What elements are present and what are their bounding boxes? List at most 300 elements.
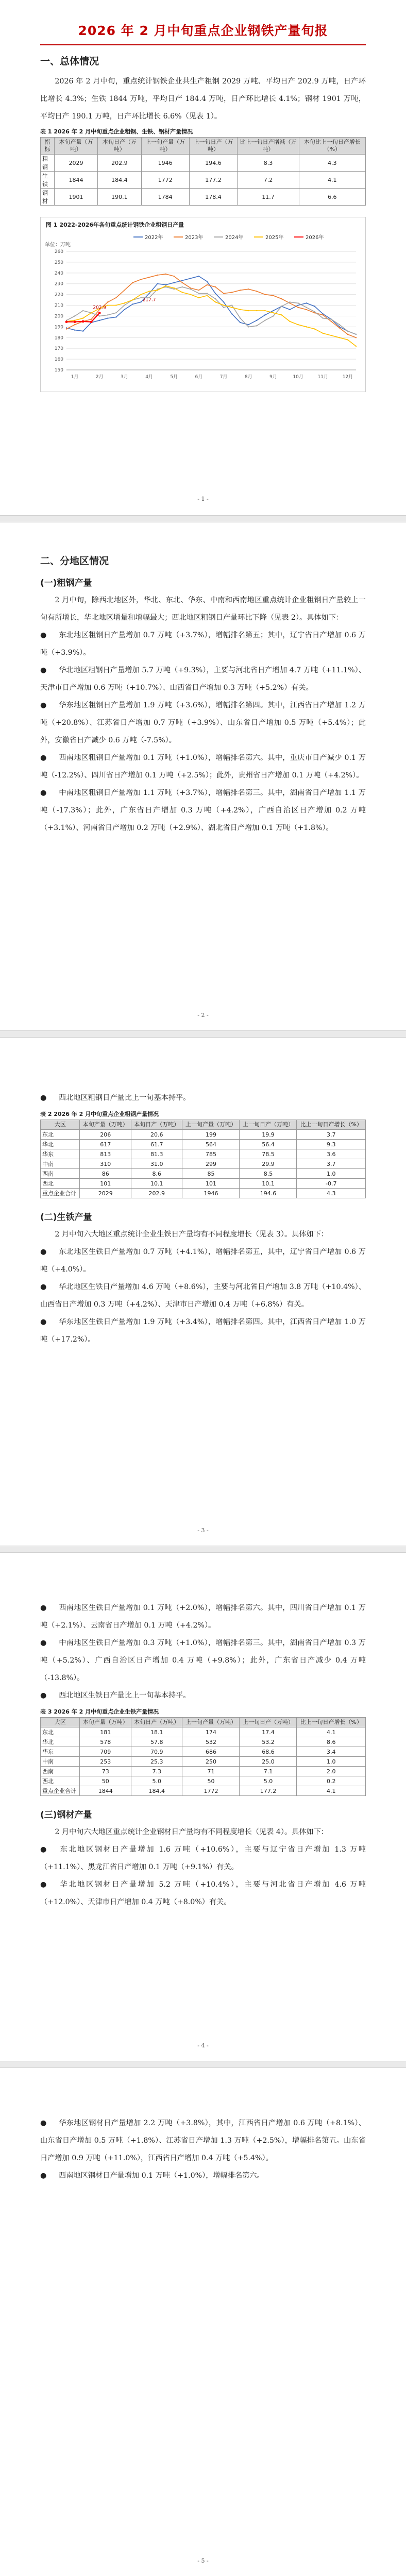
data-point — [157, 290, 158, 291]
table-cell: 181 — [80, 1727, 131, 1737]
table-cell: 101 — [182, 1179, 240, 1189]
steel-products-heading: (三)钢材产量 — [40, 1810, 92, 1820]
table-row — [41, 1757, 366, 1767]
table-cell: 6.6 — [299, 189, 365, 206]
data-point — [331, 321, 332, 322]
y-tick-label: 210 — [54, 303, 63, 309]
table-cell: 2.0 — [297, 1767, 366, 1776]
table-cell: 299 — [182, 1159, 240, 1169]
table-header-cell: 大区 — [41, 1718, 80, 1727]
data-point — [240, 322, 241, 323]
data-point — [115, 297, 116, 298]
table-cell: 29.9 — [240, 1159, 297, 1169]
table-cell: 西北 — [41, 1776, 80, 1786]
data-point — [289, 301, 290, 302]
data-point — [281, 306, 282, 307]
table-cell: 1946 — [182, 1189, 240, 1198]
table-cell: 东北 — [41, 1130, 80, 1140]
data-point — [273, 310, 274, 311]
list-item: ● 华北地区粗钢日产量增加 5.7 万吨（+9.3%），主要与河北省日产增加 4.7 万吨（+11.1%）、天津市日产增加 0.6 万吨（+10.7%）、山西省日产增加 0.3 万吨（+5.2%）有关。 — [40, 662, 366, 697]
data-point — [148, 291, 149, 292]
table-cell: 184.4 — [131, 1786, 182, 1796]
list-item: ● 中南地区粗钢日产量增加 1.1 万吨（+3.7%），增幅排名第三。其中，湖南省日产增加 1.1 万吨（-17.3%）；此外，广东省日产增加 0.3 万吨（+4.2%），广西自治区日产增加 0.2 万吨（+3.1%）、河南省日产增加 0.2 万吨（+2.9%）、湖北省日产增加 0.1 万吨（+1.8%）。 — [40, 784, 366, 837]
table-cell: 1901 — [54, 189, 97, 206]
data-point — [323, 333, 324, 334]
table-header-cell: 指标 — [41, 138, 55, 155]
data-point — [174, 276, 175, 277]
table-cell: 25.3 — [131, 1757, 182, 1767]
table-cell: 10.1 — [131, 1179, 182, 1189]
data-point — [207, 284, 208, 285]
table-cell: 11.7 — [238, 189, 299, 206]
data-point — [356, 334, 357, 335]
table-cell: 8.5 — [240, 1169, 297, 1179]
legend-label: 2023年 — [185, 235, 204, 241]
data-point — [231, 304, 232, 306]
table-cell: 709 — [80, 1747, 131, 1757]
table-header-cell: 比上一旬日产增长（%） — [297, 1120, 366, 1130]
data-point — [148, 293, 149, 294]
data-point — [248, 310, 249, 311]
bullet-icon: ● — [40, 1880, 47, 1889]
table-header-cell: 上一旬产量（万吨） — [182, 1120, 240, 1130]
data-point — [140, 279, 141, 280]
data-point — [132, 282, 133, 283]
data-point — [356, 337, 357, 338]
x-tick-label: 11月 — [317, 375, 328, 380]
summary-paragraph: 2026 年 2 月中旬，重点统计钢铁企业共生产粗钢 2029 万吨、平均日产 202.9 万吨，日产环比增长 4.3%；生铁 1844 万吨，平均日产 184.4 万吨，日产环比增长 4.1%；钢材 1901 万吨，平均日产 190.1 万吨，日产环比增长 6.6%（见表 1）。 — [40, 77, 366, 121]
table-row — [41, 1727, 366, 1737]
table-cell: 2029 — [54, 155, 97, 172]
table-cell: 重点企业合计 — [41, 1786, 80, 1796]
data-point — [297, 302, 298, 303]
page-4 — [0, 1553, 406, 2061]
data-point — [306, 326, 307, 327]
crude-intro-paragraph: 2 月中旬，除西北地区外，华北、东北、华东、中南和西南地区重点统计企业粗钢日产量较上一旬有所增长，华北地区增量和增幅最大；西北地区粗钢日产量环比下降（见表 2）。具体如下： — [40, 596, 366, 622]
data-point — [264, 294, 265, 295]
data-point — [256, 291, 257, 292]
bullet-icon: ● — [40, 1248, 47, 1256]
table-row — [41, 1179, 366, 1189]
data-point — [157, 275, 158, 276]
table-cell: 华东 — [41, 1747, 80, 1757]
data-point — [124, 290, 125, 291]
table-header-cell: 本旬产量（万吨） — [80, 1718, 131, 1727]
table-cell: 206 — [80, 1130, 131, 1140]
bullet-icon: ● — [40, 1318, 47, 1326]
table-cell: 5.0 — [131, 1776, 182, 1786]
table-cell: 5.0 — [240, 1776, 297, 1786]
table-header-cell: 比上一旬日产增减（万吨） — [238, 138, 299, 155]
bullet-icon: ● — [40, 1094, 47, 1102]
table-cell: 西南 — [41, 1767, 80, 1776]
steel-region-list — [40, 1841, 366, 1911]
data-point — [231, 292, 232, 293]
data-point — [323, 313, 324, 314]
data-point — [215, 301, 216, 302]
data-point — [107, 317, 108, 318]
table-header-cell: 上一旬产量（万吨） — [141, 138, 189, 155]
data-point — [182, 280, 183, 281]
table-cell: 53.2 — [240, 1737, 297, 1747]
table-cell: 西南 — [41, 1169, 80, 1179]
table-cell: 70.9 — [131, 1747, 182, 1757]
table-cell: 686 — [182, 1747, 240, 1757]
y-tick-label: 230 — [54, 281, 63, 287]
data-point — [223, 304, 224, 306]
list-item: ● 西南地区生铁日产量增加 0.1 万吨（+2.0%），增幅排名第六。其中，四川省日产增加 0.1 万吨（+2.1%）、云南省日产增加 0.1 万吨（+4.2%）。 — [40, 1599, 366, 1634]
data-point — [339, 327, 340, 328]
chart1-svg — [41, 231, 365, 391]
data-point — [215, 293, 216, 294]
data-point — [339, 337, 340, 338]
table-cell: 71 — [182, 1767, 240, 1776]
y-tick-label: 250 — [54, 260, 63, 265]
table-header-cell: 上一旬产量（万吨） — [182, 1718, 240, 1727]
table-cell: 3.7 — [297, 1130, 366, 1140]
table-cell: 1.0 — [297, 1757, 366, 1767]
page-number-2: - 2 - — [197, 1012, 209, 1019]
table-row — [41, 1189, 366, 1198]
data-point — [289, 321, 290, 322]
data-point — [223, 301, 224, 302]
data-point — [207, 295, 208, 296]
table-cell: 4.1 — [297, 1786, 366, 1796]
data-point — [107, 304, 108, 306]
bullet-icon: ● — [40, 2119, 47, 2127]
table-header-cell: 上一旬日产（万吨） — [189, 138, 238, 155]
list-item: ● 中南地区生铁日产量增加 0.3 万吨（+1.0%），增幅排名第三。其中，湖南省日产增加 0.3 万吨（+5.2%）、广西自治区日产增加 0.4 万吨（+9.8%）；此外，广东省日产减少 0.4 万吨（-13.8%）。 — [40, 1634, 366, 1687]
data-point — [248, 289, 249, 290]
table-cell: 1784 — [141, 189, 189, 206]
data-point — [140, 297, 141, 298]
table-cell: 4.1 — [299, 172, 365, 189]
data-point — [132, 303, 133, 304]
y-axis-label: 单位：万吨 — [45, 242, 71, 248]
bullet-icon: ● — [40, 2172, 47, 2180]
data-point — [140, 301, 141, 302]
table-header-cell: 本旬日产（万吨） — [98, 138, 142, 155]
crude-steel-heading: (一)粗钢产量 — [40, 578, 92, 588]
data-point — [215, 298, 216, 299]
table-cell: 9.3 — [297, 1140, 366, 1149]
table-cell: 61.7 — [131, 1140, 182, 1149]
table3 — [40, 1717, 366, 1796]
table-row — [41, 1130, 366, 1140]
data-point — [339, 324, 340, 325]
data-point — [140, 294, 141, 295]
table-cell: 184.4 — [98, 172, 142, 189]
y-tick-label: 200 — [54, 314, 63, 319]
table-cell: 253 — [80, 1757, 131, 1767]
table-cell: -0.7 — [297, 1179, 366, 1189]
data-point — [240, 290, 241, 291]
data-point — [256, 320, 257, 321]
data-point — [264, 314, 265, 315]
data-point — [198, 276, 199, 277]
data-point — [98, 312, 101, 314]
table-cell: 78.5 — [240, 1149, 297, 1159]
table2-caption: 表 2 2026 年 2 月中旬重点企业粗钢产量情况 — [40, 1111, 159, 1117]
table-cell: 8.3 — [238, 155, 299, 172]
x-tick-label: 7月 — [219, 375, 228, 380]
data-point — [207, 293, 208, 294]
data-point — [347, 339, 348, 340]
table-cell: 564 — [182, 1140, 240, 1149]
x-tick-label: 9月 — [269, 375, 277, 380]
table-cell: 华东 — [41, 1149, 80, 1159]
table-cell: 7.2 — [238, 172, 299, 189]
data-point — [124, 304, 125, 306]
data-point — [256, 310, 257, 311]
page-separator — [0, 515, 406, 522]
data-point — [331, 335, 332, 336]
table1-caption: 表 1 2026 年 2 月中旬重点企业粗钢、生铁、钢材产量情况 — [40, 128, 193, 135]
table-row — [41, 1159, 366, 1169]
bullet-icon: ● — [40, 754, 47, 762]
data-point — [148, 277, 149, 278]
table-cell: 4.3 — [299, 155, 365, 172]
x-tick-label: 5月 — [170, 375, 178, 380]
data-point — [91, 312, 92, 313]
data-point — [248, 326, 249, 327]
data-point — [231, 307, 232, 308]
data-point — [306, 309, 307, 310]
data-point — [74, 315, 75, 316]
table-header-cell: 本旬日产（万吨） — [131, 1120, 182, 1130]
data-point — [198, 297, 199, 298]
table-cell: 中南 — [41, 1159, 80, 1169]
table-cell: 西北 — [41, 1179, 80, 1189]
data-point — [215, 286, 216, 287]
bullet-icon: ● — [40, 1691, 47, 1700]
table-cell: 177.2 — [240, 1786, 297, 1796]
page-number-4: - 4 - — [197, 2042, 209, 2049]
list-item: ● 华东地区生铁日产量增加 1.9 万吨（+3.4%），增幅排名第四。其中，江西省日产增加 1.0 万吨（+17.2%）。 — [40, 1313, 366, 1348]
table-cell: 8.6 — [131, 1169, 182, 1179]
table-cell: 178.4 — [189, 189, 238, 206]
data-point — [157, 283, 158, 284]
table-cell: 东北 — [41, 1727, 80, 1737]
data-point — [90, 320, 93, 323]
data-point — [314, 311, 315, 312]
table-cell: 17.4 — [240, 1727, 297, 1737]
data-point — [182, 286, 183, 287]
data-point — [297, 304, 298, 306]
crude-northwest-item: ● 西北地区粗钢日产量比上一旬基本持平。 — [40, 1089, 366, 1107]
table-cell: 202.9 — [98, 155, 142, 172]
table-cell: 20.6 — [131, 1130, 182, 1140]
data-point — [198, 290, 199, 291]
table-cell: 2029 — [80, 1189, 131, 1198]
x-tick-label: 3月 — [121, 375, 128, 380]
bullet-icon: ● — [40, 701, 47, 709]
page-number-3: - 3 - — [197, 1527, 209, 1534]
page-1 — [0, 0, 406, 515]
data-point — [182, 292, 183, 293]
y-tick-label: 190 — [54, 325, 63, 330]
page-number-1: - 1 - — [197, 496, 209, 502]
title-rule — [40, 44, 366, 45]
data-point — [314, 328, 315, 329]
list-item: ● 西南地区钢材日产量增加 0.1 万吨（+1.0%），增幅排名第六。 — [40, 2167, 366, 2184]
list-item: ● 华东地区粗钢日产量增加 1.9 万吨（+3.6%），增幅排名第四。其中，江西省日产增加 1.2 万吨（+20.8%）、江苏省日产增加 0.7 万吨（+3.9%）、山东省日产增加 0.5 万吨（+5.4%）；此外，安徽省日产减少 0.6 万吨（-7.5%）。 — [40, 697, 366, 749]
table-header-cell: 本旬比上一旬日产增长（%） — [299, 138, 365, 155]
x-tick-label: 10月 — [293, 375, 303, 380]
data-point — [323, 317, 324, 318]
data-point — [124, 302, 125, 303]
data-point — [174, 287, 175, 289]
data-point — [99, 315, 100, 316]
pig-intro-paragraph: 2 月中旬六大地区重点统计企业生铁日产量均有不同程度增长（见表 3）。具体如下： — [55, 1230, 329, 1239]
page-3 — [0, 1038, 406, 1546]
steel-intro-paragraph: 2 月中旬六大地区重点统计企业钢材日产量均有不同程度增长（见表 4）。具体如下： — [55, 1828, 329, 1836]
steel-region-list-continued — [40, 2114, 366, 2184]
x-tick-label: 8月 — [244, 375, 252, 380]
table-cell: 194.6 — [240, 1189, 297, 1198]
table-cell: 57.8 — [131, 1737, 182, 1747]
data-point — [281, 314, 282, 315]
report-title: 2026 年 2 月中旬重点企业钢铁产量旬报 — [78, 23, 328, 38]
table-row — [41, 1747, 366, 1757]
y-tick-label: 260 — [54, 249, 63, 255]
table-cell: 生铁 — [41, 172, 55, 189]
legend-label: 2024年 — [225, 235, 244, 241]
data-point — [107, 301, 108, 302]
legend-label: 2022年 — [145, 235, 163, 241]
table-row — [41, 1149, 366, 1159]
bullet-icon: ● — [40, 1283, 47, 1291]
pig-region-list — [40, 1243, 366, 1348]
bullet-icon: ● — [40, 1845, 47, 1854]
data-label: 202.9 — [93, 305, 107, 311]
table-header-cell: 比上一旬日产增长（%） — [297, 1718, 366, 1727]
table-cell: 101 — [80, 1179, 131, 1189]
table-row — [41, 1776, 366, 1786]
x-tick-label: 2月 — [95, 375, 104, 380]
table-cell: 578 — [80, 1737, 131, 1747]
data-label: 217.7 — [142, 297, 156, 303]
y-tick-label: 160 — [54, 357, 63, 363]
table-cell: 190.1 — [98, 189, 142, 206]
data-point — [82, 320, 84, 323]
data-point — [165, 285, 166, 286]
bullet-icon: ● — [40, 631, 47, 639]
x-tick-label: 12月 — [342, 375, 353, 380]
series-line-2024年 — [66, 287, 356, 334]
data-point — [182, 282, 183, 283]
data-point — [273, 312, 274, 313]
chart1 — [40, 217, 366, 392]
table-cell: 31.0 — [131, 1159, 182, 1169]
table-cell: 华北 — [41, 1140, 80, 1149]
table-cell: 1.0 — [297, 1169, 366, 1179]
table-cell: 1772 — [182, 1786, 240, 1796]
table-row — [41, 1786, 366, 1796]
data-point — [297, 324, 298, 325]
pig-northwest-item: ● 西北地区生铁日产量比上一旬基本持平。 — [40, 1687, 366, 1704]
list-item: ● 华北地区钢材日产量增加 5.2 万吨（+10.4%），主要与河北省日产增加 4.6 万吨（+12.0%）、天津市日产增加 0.4 万吨（+8.0%）有关。 — [40, 1876, 366, 1911]
table-cell: 194.6 — [189, 155, 238, 172]
data-point — [165, 284, 166, 285]
data-point — [347, 331, 348, 332]
data-point — [347, 334, 348, 335]
table-cell: 73 — [80, 1767, 131, 1776]
data-point — [256, 325, 257, 326]
data-point — [74, 320, 76, 323]
data-point — [240, 309, 241, 310]
table-cell: 10.1 — [240, 1179, 297, 1189]
data-point — [297, 307, 298, 308]
data-point — [223, 307, 224, 308]
table-header-cell: 本旬日产（万吨） — [131, 1718, 182, 1727]
table-cell: 68.6 — [240, 1747, 297, 1757]
data-point — [190, 278, 191, 279]
table-cell: 310 — [80, 1159, 131, 1169]
x-tick-label: 6月 — [195, 375, 203, 380]
data-point — [264, 320, 265, 321]
table-cell: 81.3 — [131, 1149, 182, 1159]
table-cell: 19.9 — [240, 1130, 297, 1140]
crude-region-list — [40, 626, 366, 837]
section-overall-heading: 一、总体情况 — [40, 56, 99, 67]
table-cell: 8.6 — [297, 1737, 366, 1747]
data-point — [306, 307, 307, 308]
pig-region-list-continued — [40, 1599, 366, 1687]
table-cell: 华北 — [41, 1737, 80, 1747]
table-cell: 1772 — [141, 172, 189, 189]
data-point — [314, 306, 315, 307]
data-point — [82, 317, 83, 318]
y-tick-label: 240 — [54, 270, 63, 276]
data-point — [107, 314, 108, 315]
table-cell: 617 — [80, 1140, 131, 1149]
table-cell: 7.3 — [131, 1767, 182, 1776]
table-cell: 1844 — [54, 172, 97, 189]
data-point — [273, 295, 274, 296]
data-point — [323, 314, 324, 315]
table-cell: 250 — [182, 1757, 240, 1767]
bullet-icon: ● — [40, 789, 47, 797]
table-cell: 785 — [182, 1149, 240, 1159]
data-point — [356, 346, 357, 347]
data-point — [289, 309, 290, 310]
data-point — [66, 328, 67, 329]
y-tick-label: 170 — [54, 346, 63, 352]
data-point — [82, 331, 83, 332]
data-point — [264, 310, 265, 311]
section-region-heading: 二、分地区情况 — [40, 555, 109, 567]
table-cell: 199 — [182, 1130, 240, 1140]
table-cell: 50 — [80, 1776, 131, 1786]
data-point — [190, 287, 191, 289]
table-row — [41, 189, 366, 206]
data-point — [115, 304, 116, 306]
list-item: ● 东北地区钢材日产量增加 1.6 万吨（+10.6%），主要与辽宁省日产增加 1.3 万吨（+11.1%）、黑龙江省日产增加 0.1 万吨（+9.1%）有关。 — [40, 1841, 366, 1876]
bullet-icon: ● — [40, 1639, 47, 1647]
pig-iron-heading: (二)生铁产量 — [40, 1212, 92, 1223]
legend-label: 2026年 — [306, 235, 324, 241]
data-point — [132, 299, 133, 300]
list-item: ● 东北地区粗钢日产量增加 0.7 万吨（+3.7%），增幅排名第五；其中，辽宁省日产增加 0.6 万吨（+3.9%）。 — [40, 626, 366, 662]
table-row — [41, 172, 366, 189]
page-separator — [0, 1546, 406, 1553]
table-cell: 0.2 — [297, 1776, 366, 1786]
table-cell: 532 — [182, 1737, 240, 1747]
data-point — [165, 274, 166, 275]
table-cell: 3.6 — [297, 1149, 366, 1159]
x-tick-label: 4月 — [145, 375, 153, 380]
